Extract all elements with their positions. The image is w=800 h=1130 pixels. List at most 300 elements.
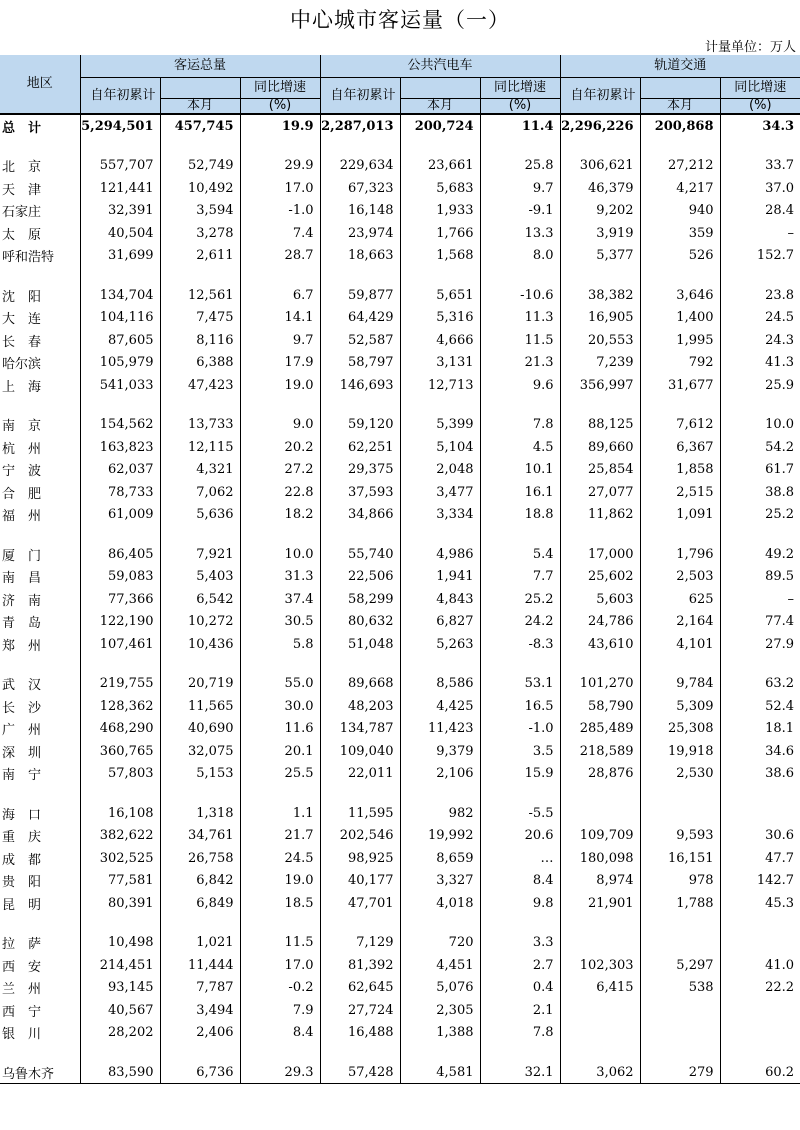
- cell-total-cumulative: 10,498: [80, 931, 160, 954]
- header-month-blank: [400, 78, 480, 99]
- cell-total-month: 6,542: [160, 588, 240, 611]
- cell-rail-yoy: 61.7: [765, 462, 795, 478]
- spacer-cell: [640, 785, 720, 802]
- cell-rail-month: 7,612: [640, 413, 720, 436]
- cell-rail-yoy: 34.6: [765, 743, 795, 759]
- header-this-month: 本月: [160, 99, 240, 115]
- cell-rail-month: [640, 931, 720, 954]
- table-row: [0, 610, 800, 633]
- table-row: [0, 543, 800, 566]
- cell-bus-month: 3,327: [400, 869, 480, 892]
- cell-rail-month: 978: [640, 869, 720, 892]
- cell-bus-yoy: 7.8: [480, 1021, 560, 1044]
- cell-region: 福 州: [0, 503, 80, 526]
- cell-total-yoy: 7.9: [240, 999, 320, 1022]
- cell-total-cumulative: 128,362: [80, 695, 160, 718]
- header-percent: (%): [240, 99, 320, 115]
- cell-bus-yoy: -10.6: [480, 284, 560, 307]
- cell-total-cumulative: 541,033: [80, 374, 160, 397]
- spacer-cell: [400, 914, 480, 931]
- cell-rail-cumulative: 102,303: [560, 954, 640, 977]
- cell-total-yoy: 30.5: [240, 610, 320, 633]
- cell-rail-yoy: 24.3: [765, 332, 795, 348]
- cell-total-yoy: 10.0: [240, 543, 320, 566]
- table-row: [0, 847, 800, 870]
- spacer-cell: [560, 267, 640, 284]
- cell-rail-month: 1,091: [640, 503, 720, 526]
- table-row: [0, 413, 800, 436]
- header-cumulative: 自年初累计: [560, 78, 640, 115]
- cell-bus-yoy: 4.5: [480, 436, 560, 459]
- table-row: [0, 740, 800, 763]
- cell-total-month: 40,690: [160, 717, 240, 740]
- cell-total-month: 7,921: [160, 543, 240, 566]
- cell-bus-month: 4,581: [400, 1061, 480, 1084]
- spacer-cell: [320, 137, 400, 154]
- spacer-cell: [0, 1044, 80, 1061]
- cell-total-cumulative: 468,290: [80, 717, 160, 740]
- spacer-cell: [400, 785, 480, 802]
- cell-total-yoy: 17.9: [240, 351, 320, 374]
- cell-bus-cumulative: 16,148: [320, 199, 400, 222]
- cell-rail-yoy: 60.2: [720, 1061, 800, 1084]
- cell-bus-yoy: 20.6: [480, 824, 560, 847]
- spacer-cell: [160, 137, 240, 154]
- cell-rail-cumulative: 25,854: [560, 458, 640, 481]
- header-this-month: 本月: [640, 99, 720, 115]
- cell-total-cumulative: 77,366: [80, 588, 160, 611]
- cell-region: 总 计: [0, 114, 80, 137]
- cell-bus-cumulative: 80,632: [320, 610, 400, 633]
- spacer-cell: [0, 655, 80, 672]
- cell-bus-cumulative: 62,251: [320, 436, 400, 459]
- cell-rail-month: 200,868: [640, 114, 720, 137]
- cell-rail-yoy: 38.8: [765, 484, 795, 500]
- cell-total-yoy: 17.0: [240, 177, 320, 200]
- spacer-cell: [320, 1044, 400, 1061]
- cell-total-month: 13,733: [160, 413, 240, 436]
- cell-rail-month: 31,677: [640, 374, 720, 397]
- spacer-cell: [320, 785, 400, 802]
- cell-bus-cumulative: 89,668: [320, 672, 400, 695]
- cell-rail-yoy: 77.4: [765, 614, 795, 630]
- cell-rail-cumulative: 17,000: [560, 543, 640, 566]
- spacer-cell: [560, 137, 640, 154]
- cell-bus-month: 4,986: [400, 543, 480, 566]
- header-yoy: 同比增速: [240, 78, 320, 99]
- cell-bus-yoy: 11.3: [480, 306, 560, 329]
- table-row: [0, 869, 800, 892]
- cell-total-month: 5,636: [160, 503, 240, 526]
- cell-total-yoy: 9.7: [240, 329, 320, 352]
- cell-rail-yoy: [720, 931, 800, 954]
- cell-bus-yoy: 11.4: [480, 114, 560, 137]
- cell-bus-month: 5,263: [400, 633, 480, 656]
- spacer-cell: [80, 526, 160, 543]
- cell-bus-yoy: …: [480, 847, 560, 870]
- header-group-total: 客运总量: [80, 55, 320, 78]
- table-row: [0, 1021, 800, 1044]
- cell-region: 上 海: [0, 374, 80, 397]
- cell-region: 西 宁: [0, 999, 80, 1022]
- cell-total-month: 5,153: [160, 762, 240, 785]
- cell-rail-cumulative: 306,621: [560, 154, 640, 177]
- cell-total-cumulative: 122,190: [80, 610, 160, 633]
- cell-bus-month: 4,666: [400, 329, 480, 352]
- cell-total-yoy: 18.2: [240, 503, 320, 526]
- cell-bus-month: 5,651: [400, 284, 480, 307]
- cell-rail-month: 279: [640, 1061, 720, 1084]
- spacer-cell: [560, 785, 640, 802]
- cell-total-yoy: 5.8: [240, 633, 320, 656]
- cell-total-cumulative: 163,823: [80, 436, 160, 459]
- cell-rail-cumulative: 27,077: [560, 481, 640, 504]
- spacer-cell: [0, 914, 80, 931]
- cell-rail-cumulative: 109,709: [560, 824, 640, 847]
- cell-rail-cumulative: 9,202: [560, 199, 640, 222]
- cell-bus-cumulative: 67,323: [320, 177, 400, 200]
- cell-rail-month: 792: [640, 351, 720, 374]
- spacer-cell: [240, 137, 320, 154]
- cell-total-yoy: 21.7: [240, 824, 320, 847]
- cell-total-yoy: 17.0: [240, 954, 320, 977]
- cell-bus-month: 4,843: [400, 588, 480, 611]
- cell-rail-cumulative: 8,974: [560, 869, 640, 892]
- cell-bus-month: 5,683: [400, 177, 480, 200]
- cell-total-yoy: 29.9: [240, 154, 320, 177]
- cell-bus-cumulative: 27,724: [320, 999, 400, 1022]
- cell-total-cumulative: 57,803: [80, 762, 160, 785]
- cell-rail-yoy: 41.3: [765, 355, 795, 371]
- cell-rail-yoy: 38.6: [765, 766, 795, 782]
- cell-total-yoy: 31.3: [240, 565, 320, 588]
- cell-total-month: 2,406: [160, 1021, 240, 1044]
- cell-region: 北 京: [0, 154, 80, 177]
- spacer-cell: [240, 526, 320, 543]
- spacer-cell: [640, 526, 720, 543]
- cell-total-cumulative: 83,590: [80, 1061, 160, 1084]
- cell-rail-cumulative: 88,125: [560, 413, 640, 436]
- cell-rail-yoy: 18.1: [765, 721, 795, 737]
- page-title: 中心城市客运量（一）: [290, 8, 510, 32]
- cell-bus-cumulative: 229,634: [320, 154, 400, 177]
- spacer-cell: [160, 526, 240, 543]
- table-body: [0, 114, 800, 1084]
- cell-region: 银 川: [0, 1021, 80, 1044]
- cell-rail-cumulative: 5,377: [560, 244, 640, 267]
- cell-region: 贵 阳: [0, 869, 80, 892]
- cell-bus-cumulative: 47,701: [320, 892, 400, 915]
- cell-region: 重 庆: [0, 824, 80, 847]
- cell-total-cumulative: 134,704: [80, 284, 160, 307]
- cell-rail-cumulative: [560, 1021, 640, 1044]
- cell-total-cumulative: 59,083: [80, 565, 160, 588]
- cell-rail-month: 1,788: [640, 892, 720, 915]
- cell-bus-yoy: 7.7: [480, 565, 560, 588]
- spacer-cell: [240, 396, 320, 413]
- cell-total-month: 10,436: [160, 633, 240, 656]
- cell-rail-month: 5,309: [640, 695, 720, 718]
- cell-bus-month: 5,399: [400, 413, 480, 436]
- spacer-cell: [640, 1044, 720, 1061]
- table-row: [0, 374, 800, 397]
- cell-rail-cumulative: 5,603: [560, 588, 640, 611]
- cell-total-cumulative: 93,145: [80, 976, 160, 999]
- cell-region: 长 春: [0, 329, 80, 352]
- cell-rail-cumulative: 16,905: [560, 306, 640, 329]
- table-row: [0, 481, 800, 504]
- cell-total-yoy: 37.4: [240, 588, 320, 611]
- cell-total-month: 6,842: [160, 869, 240, 892]
- cell-rail-month: [640, 1021, 720, 1044]
- spacer-cell: [0, 785, 80, 802]
- cell-region: 昆 明: [0, 892, 80, 915]
- cell-bus-month: 2,106: [400, 762, 480, 785]
- cell-bus-cumulative: 40,177: [320, 869, 400, 892]
- cell-total-cumulative: 121,441: [80, 177, 160, 200]
- cell-bus-yoy: 25.2: [480, 588, 560, 611]
- cell-region: 拉 萨: [0, 931, 80, 954]
- cell-rail-cumulative: 43,610: [560, 633, 640, 656]
- cell-total-cumulative: 87,605: [80, 329, 160, 352]
- cell-bus-yoy: 9.7: [480, 177, 560, 200]
- cell-bus-yoy: 53.1: [480, 672, 560, 695]
- cell-region: 沈 阳: [0, 284, 80, 307]
- cell-total-month: 7,062: [160, 481, 240, 504]
- table-row: [0, 954, 800, 977]
- cell-rail-yoy: 49.2: [765, 546, 795, 562]
- cell-total-month: 8,116: [160, 329, 240, 352]
- spacer-cell: [0, 137, 80, 154]
- cell-total-cumulative: 80,391: [80, 892, 160, 915]
- spacer-cell: [560, 526, 640, 543]
- cell-bus-yoy: -5.5: [480, 802, 560, 825]
- table-row: [0, 284, 800, 307]
- table-row: [0, 199, 800, 222]
- cell-total-cumulative: 104,116: [80, 306, 160, 329]
- cell-rail-yoy: 10.0: [765, 417, 795, 433]
- cell-bus-yoy: -9.1: [480, 199, 560, 222]
- cell-bus-month: 11,423: [400, 717, 480, 740]
- cell-bus-cumulative: 64,429: [320, 306, 400, 329]
- cell-total-yoy: 19.0: [240, 869, 320, 892]
- spacer-cell: [400, 526, 480, 543]
- cell-bus-yoy: 25.8: [480, 154, 560, 177]
- cell-bus-yoy: -1.0: [480, 717, 560, 740]
- cell-bus-yoy: 8.0: [480, 244, 560, 267]
- spacer-cell: [720, 1044, 800, 1061]
- table-row: [0, 588, 800, 611]
- cell-rail-yoy: 25.2: [765, 507, 795, 523]
- cell-region: 青 岛: [0, 610, 80, 633]
- table-row: [0, 329, 800, 352]
- cell-rail-month: 1,796: [640, 543, 720, 566]
- cell-bus-yoy: 3.3: [480, 931, 560, 954]
- cell-total-yoy: 8.4: [240, 1021, 320, 1044]
- cell-bus-cumulative: 2,287,013: [320, 114, 400, 137]
- cell-rail-cumulative: 356,997: [560, 374, 640, 397]
- table-header: [0, 55, 800, 114]
- header-region: 地区: [0, 55, 80, 114]
- cell-bus-month: 1,766: [400, 222, 480, 245]
- cell-rail-cumulative: 3,062: [560, 1061, 640, 1084]
- spacer-cell: [80, 267, 160, 284]
- cell-total-yoy: -1.0: [240, 199, 320, 222]
- cell-rail-yoy: 24.5: [765, 310, 795, 326]
- cell-bus-cumulative: 52,587: [320, 329, 400, 352]
- cell-rail-yoy: 25.9: [765, 377, 795, 393]
- cell-bus-cumulative: 81,392: [320, 954, 400, 977]
- cell-bus-yoy: 8.4: [480, 869, 560, 892]
- cell-total-month: 5,403: [160, 565, 240, 588]
- cell-bus-cumulative: 29,375: [320, 458, 400, 481]
- unit-label: 计量单位：万人: [704, 40, 796, 55]
- cell-rail-month: [640, 999, 720, 1022]
- cell-bus-cumulative: 18,663: [320, 244, 400, 267]
- cell-rail-cumulative: 101,270: [560, 672, 640, 695]
- cell-rail-cumulative: 11,862: [560, 503, 640, 526]
- cell-total-cumulative: 219,755: [80, 672, 160, 695]
- cell-bus-cumulative: 57,428: [320, 1061, 400, 1084]
- spacer-cell: [560, 655, 640, 672]
- spacer-cell: [480, 655, 560, 672]
- header-group-bus: 公共汽电车: [320, 55, 560, 78]
- cell-bus-month: 4,018: [400, 892, 480, 915]
- cell-total-month: 6,849: [160, 892, 240, 915]
- table-row: [0, 351, 800, 374]
- cell-rail-yoy: 28.4: [765, 203, 795, 219]
- cell-total-yoy: 19.0: [240, 374, 320, 397]
- cell-rail-month: 3,646: [640, 284, 720, 307]
- spacer-cell: [640, 914, 720, 931]
- table-row: [0, 1061, 800, 1084]
- cell-bus-yoy: 13.3: [480, 222, 560, 245]
- cell-rail-month: [640, 802, 720, 825]
- cell-bus-month: 2,305: [400, 999, 480, 1022]
- cell-bus-yoy: 11.5: [480, 329, 560, 352]
- cell-rail-yoy: 63.2: [765, 676, 795, 692]
- total-row: [0, 114, 800, 137]
- cell-bus-cumulative: 202,546: [320, 824, 400, 847]
- cell-rail-month: 2,530: [640, 762, 720, 785]
- cell-region: 南 京: [0, 413, 80, 436]
- cell-rail-yoy: 47.7: [765, 850, 795, 866]
- cell-rail-yoy: 45.3: [765, 895, 795, 911]
- cell-rail-yoy: 54.2: [765, 439, 795, 455]
- table-row: [0, 565, 800, 588]
- cell-bus-yoy: 24.2: [480, 610, 560, 633]
- cell-total-yoy: 24.5: [240, 847, 320, 870]
- cell-total-cumulative: 40,567: [80, 999, 160, 1022]
- cell-rail-month: 25,308: [640, 717, 720, 740]
- table-row: [0, 306, 800, 329]
- cell-rail-month: 5,297: [640, 954, 720, 977]
- cell-bus-month: 1,941: [400, 565, 480, 588]
- header-month-blank: [640, 78, 720, 99]
- cell-bus-month: 1,568: [400, 244, 480, 267]
- spacer-cell: [0, 267, 80, 284]
- cell-rail-yoy: 52.4: [765, 698, 795, 714]
- cell-bus-month: 3,477: [400, 481, 480, 504]
- cell-bus-month: 8,659: [400, 847, 480, 870]
- cell-bus-cumulative: 51,048: [320, 633, 400, 656]
- cell-bus-cumulative: 48,203: [320, 695, 400, 718]
- table-row: [0, 892, 800, 915]
- cell-bus-cumulative: 37,593: [320, 481, 400, 504]
- cell-total-yoy: 7.4: [240, 222, 320, 245]
- spacer-cell: [640, 655, 720, 672]
- table-row: [0, 762, 800, 785]
- spacer-cell: [80, 785, 160, 802]
- cell-rail-month: 625: [640, 588, 720, 611]
- cell-region: 宁 波: [0, 458, 80, 481]
- cell-total-month: 20,719: [160, 672, 240, 695]
- cell-region: 石家庄: [0, 199, 80, 222]
- cell-rail-cumulative: 21,901: [560, 892, 640, 915]
- cell-total-cumulative: 61,009: [80, 503, 160, 526]
- cell-region: 天 津: [0, 177, 80, 200]
- cell-bus-cumulative: 58,797: [320, 351, 400, 374]
- cell-bus-cumulative: 34,866: [320, 503, 400, 526]
- cell-region: 大 连: [0, 306, 80, 329]
- header-this-month: 本月: [400, 99, 480, 115]
- cell-bus-month: 5,076: [400, 976, 480, 999]
- spacer-cell: [480, 785, 560, 802]
- cell-rail-cumulative: [560, 931, 640, 954]
- cell-region: 武 汉: [0, 672, 80, 695]
- cell-bus-yoy: 9.8: [480, 892, 560, 915]
- group-spacer: [0, 655, 800, 672]
- cell-total-month: 10,492: [160, 177, 240, 200]
- cell-bus-yoy: -8.3: [480, 633, 560, 656]
- header-percent: (%): [720, 99, 800, 115]
- cell-total-month: 12,115: [160, 436, 240, 459]
- cell-rail-yoy: –: [787, 225, 795, 241]
- table-row: [0, 999, 800, 1022]
- cell-rail-month: 1,400: [640, 306, 720, 329]
- header-cumulative: 自年初累计: [320, 78, 400, 115]
- cell-total-cumulative: 28,202: [80, 1021, 160, 1044]
- cell-total-yoy: 55.0: [240, 672, 320, 695]
- spacer-cell: [480, 914, 560, 931]
- cell-rail-cumulative: 20,553: [560, 329, 640, 352]
- cell-bus-cumulative: 146,693: [320, 374, 400, 397]
- cell-rail-cumulative: 25,602: [560, 565, 640, 588]
- cell-rail-yoy: 30.6: [765, 828, 795, 844]
- cell-region: 广 州: [0, 717, 80, 740]
- cell-total-yoy: 6.7: [240, 284, 320, 307]
- cell-rail-month: 16,151: [640, 847, 720, 870]
- cell-total-cumulative: 382,622: [80, 824, 160, 847]
- cell-bus-month: 720: [400, 931, 480, 954]
- cell-total-month: 12,561: [160, 284, 240, 307]
- spacer-cell: [320, 267, 400, 284]
- group-spacer: [0, 914, 800, 931]
- cell-bus-yoy: 10.1: [480, 458, 560, 481]
- cell-bus-cumulative: 23,974: [320, 222, 400, 245]
- table-row: [0, 824, 800, 847]
- cell-rail-month: 6,367: [640, 436, 720, 459]
- spacer-cell: [160, 914, 240, 931]
- cell-total-yoy: 19.9: [240, 114, 320, 137]
- cell-total-month: 6,736: [160, 1061, 240, 1084]
- spacer-cell: [320, 655, 400, 672]
- spacer-cell: [240, 785, 320, 802]
- cell-total-cumulative: 360,765: [80, 740, 160, 763]
- cell-total-yoy: 18.5: [240, 892, 320, 915]
- spacer-cell: [400, 267, 480, 284]
- cell-region: 呼和浩特: [0, 244, 80, 267]
